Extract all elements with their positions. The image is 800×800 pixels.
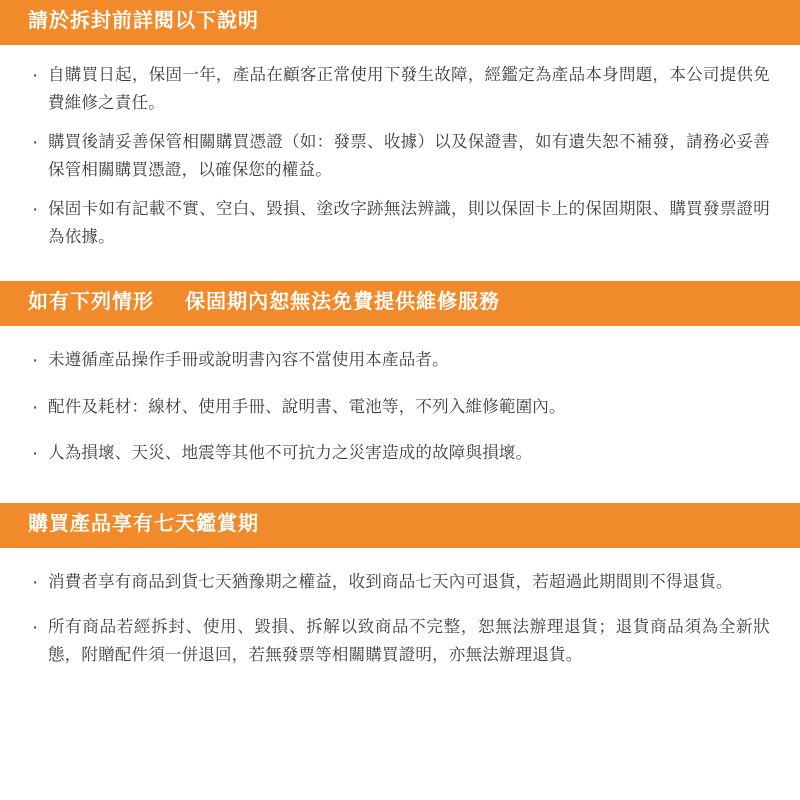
section-2-list [30,346,770,467]
section-3-heading-text: 購買產品享有七天鑑賞期 [28,513,259,536]
list-item: · 購買後請妥善保管相關購買憑證（如：發票、收據）以及保證書，如有遺失恕不補發，請務必妥善保管相關購買憑證，以確保您的權益。 [30,128,770,185]
list-item: · 人為損壞、天災、地震等其他不可抗力之災害造成的故障與損壞。 [30,439,770,467]
list-item: · 保固卡如有記載不實、空白、毀損、塗改字跡無法辨識，則以保固卡上的保固期限、購買發票證明為依據。 [30,195,770,252]
section-seven-day-trial [0,503,800,691]
section-2-heading-extra: 保固期內恕無法免費提供維修服務 [185,291,501,314]
section-1-list [30,61,770,251]
list-item: · 配件及耗材：線材、使用手冊、說明書、電池等，不列入維修範圍內。 [30,393,770,421]
list-item: · 所有商品若經拆封、使用、毀損、拆解以致商品不完整，恕無法辦理退貨；退貨商品須為全新狀態，附贈配件須一併退回，若無發票等相關購買證明，亦無法辦理退貨。 [30,613,770,670]
section-1-heading-text: 請於拆封前詳閱以下說明 [28,10,259,32]
section-1-header [0,0,800,45]
list-item: · 自購買日起，保固一年，產品在顧客正常使用下發生故障，經鑑定為產品本身問題，本公司提供免費維修之責任。 [30,61,770,118]
section-spacer [0,491,800,503]
section-2-body [0,326,800,491]
section-2-heading-text: 如有下列情形 [28,291,154,314]
list-item: · 消費者享有商品到貨七天猶豫期之權益，收到商品七天內可退貨，若超過此期間則不得退貨。 [30,568,770,596]
section-2-header [0,281,800,326]
section-spacer [0,267,800,281]
section-warranty-exclusions [0,281,800,491]
section-1-body [0,45,800,267]
list-item: · 未遵循產品操作手冊或說明書內容不當使用本產品者。 [30,346,770,374]
section-3-list [30,568,770,669]
section-pre-unpacking-notice [0,0,800,267]
section-3-body [0,548,800,691]
section-3-header [0,503,800,548]
